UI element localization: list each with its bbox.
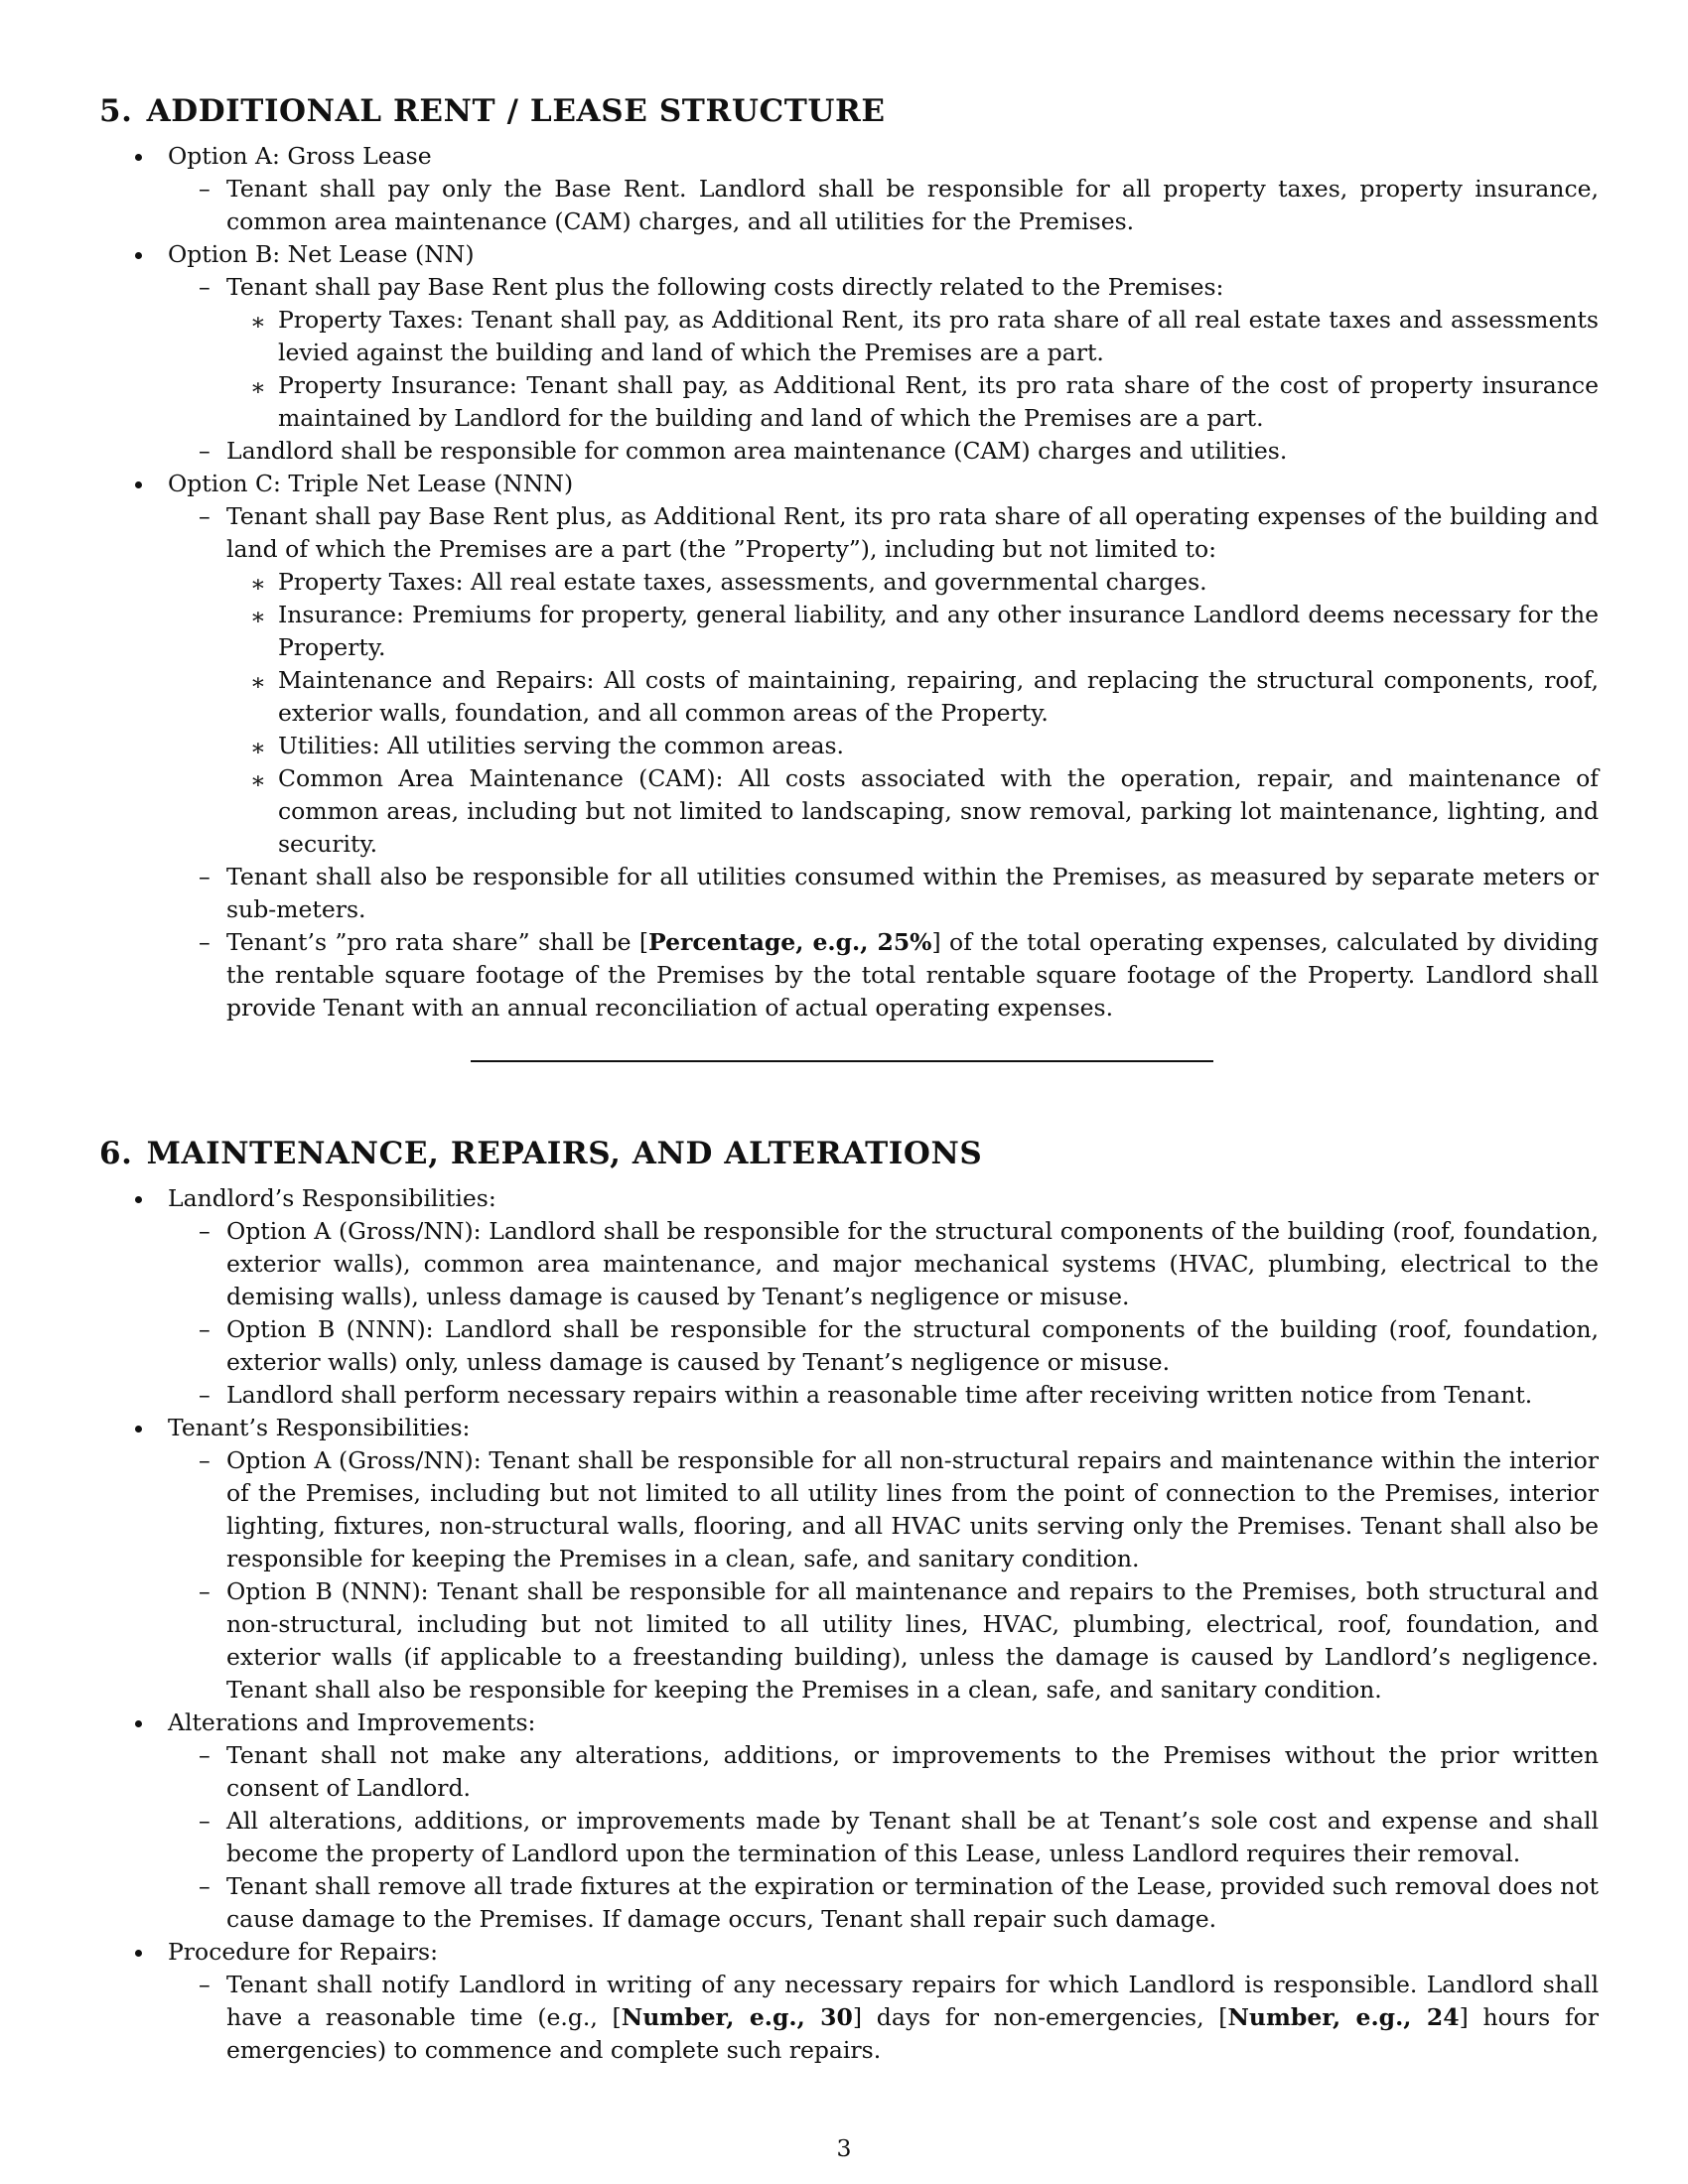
bullet-icon [135,1426,142,1433]
list-item-option-b [99,238,1599,468]
asterisk-icon: ∗ [250,734,266,761]
section-6-title: MAINTENANCE, REPAIRS, AND ALTERATIONS [146,1136,983,1171]
list-item [99,271,1599,435]
list-item [99,664,1599,730]
list-item-text: Landlord shall be responsible for common area maintenance (CAM) charges and utilities. [226,437,1288,465]
bullet-icon [135,154,142,161]
list-item-text: Option B (NNN): Landlord shall be responsible for the structural components of the building (roof, foundation, exterior walls) only, unless damage is caused by Tenant’s negligence or misuse. [226,1315,1599,1376]
section-5-title: ADDITIONAL RENT / LEASE STRUCTURE [146,93,886,129]
horizontal-rule [471,1060,1213,1062]
bullet-icon [135,1196,142,1203]
page-number: 3 [836,2134,852,2162]
option-c-sublist [99,500,1599,1024]
list-item-option-c [99,468,1599,1024]
dash-icon: – [199,1577,211,1605]
option-c-expense-list [99,566,1599,861]
section-6-list [99,1182,1599,2067]
list-item-text: All alterations, additions, or improvements made by Tenant shall be at Tenant’s sole cost and expense and shall become the property of Landlord upon the termination of this Lease, unless Landlord requires their removal. [226,1807,1599,1867]
list-item [99,304,1599,369]
dash-icon: – [199,175,211,203]
section-5-number: 5. [99,93,133,129]
option-a-label: Option A: Gross Lease [168,142,432,170]
list-item-landlord-responsibilities [99,1182,1599,1412]
list-item [99,1870,1599,1936]
list-item [99,1379,1599,1412]
option-b-cost-list [99,304,1599,435]
list-item [99,1805,1599,1870]
list-item [99,435,1599,468]
list-item [99,926,1599,1024]
placeholder-percentage: Percentage, e.g., 25% [648,928,932,956]
list-item-text: Tenant shall notify Landlord in writing of any necessary repairs for which Landlord is responsible. Landlord shall have a reasonable time (e.g., [ [226,1971,1599,2031]
tenant-sublist [99,1444,1599,1706]
bullet-icon [135,1720,142,1727]
landlord-sublist [99,1215,1599,1412]
list-item [99,1575,1599,1706]
list-item-text: ] days for non-emergencies, [ [852,2003,1228,2031]
list-item [99,599,1599,664]
list-item-text: Property Taxes: All real estate taxes, assessments, and governmental charges. [278,568,1207,596]
list-item-text: Landlord shall perform necessary repairs within a reasonable time after receiving written notice from Tenant. [226,1381,1533,1409]
list-item [99,1215,1599,1313]
list-item-text: Tenant shall remove all trade fixtures at the expiration or termination of the Lease, provided such removal does not cause damage to the Premises. If damage occurs, Tenant shall repair such damage. [226,1872,1599,1933]
dash-icon: – [199,1446,211,1474]
list-item [99,730,1599,762]
dash-icon: – [199,928,211,956]
list-item [99,1444,1599,1575]
list-item [99,1313,1599,1379]
list-item [99,500,1599,861]
dash-icon: – [199,1315,211,1343]
section-6-number: 6. [99,1136,133,1171]
dash-icon: – [199,502,211,530]
tenant-responsibilities-label: Tenant’s Responsibilities: [168,1414,471,1441]
list-item-text: ] of the total operating expenses, calculated by dividing the rentable square footage of the Premises by the total rentable square footage of the Property. Landlord shall provide Tenant with an annual reconciliation of actual operating expenses. [226,928,1600,1022]
section-5-list [99,140,1599,1024]
dash-icon: – [199,1872,211,1900]
list-item-text: Tenant shall pay Base Rent plus, as Additional Rent, its pro rata share of all operating expenses of the building and land of which the Premises are a part (the ”Property”), including but not limited to: [226,502,1599,563]
asterisk-icon: ∗ [250,668,266,696]
list-item-text: Tenant shall not make any alterations, additions, or improvements to the Premises without the prior written consent of Landlord. [226,1741,1599,1802]
asterisk-icon: ∗ [250,603,266,630]
list-item [99,1739,1599,1805]
dash-icon: – [199,1971,211,1998]
option-a-sublist [99,173,1599,238]
asterisk-icon: ∗ [250,570,266,598]
bullet-icon [135,1950,142,1957]
dash-icon: – [199,437,211,465]
dash-icon: – [199,1807,211,1835]
alterations-label: Alterations and Improvements: [168,1708,536,1736]
dash-icon: – [199,1381,211,1409]
asterisk-icon: ∗ [250,766,266,794]
list-item-text: Option A (Gross/NN): Landlord shall be responsible for the structural components of the building (roof, foundation, exterior walls), common area maintenance, and major mechanical systems (HVAC, plumbing, electrical to the demising walls), unless damage is caused by Tenant’s negligence or misuse. [226,1217,1599,1310]
list-item-text: Tenant’s ”pro rata share” shall be [ [226,928,649,956]
list-item-text: ] hours for emergencies) to commence and complete such repairs. [226,2003,1599,2064]
list-item [99,566,1599,599]
list-item-text: Option A (Gross/NN): Tenant shall be responsible for all non-structural repairs and maintenance within the interior of the Premises, including but not limited to all utility lines from the point of connection to the Premises, interior lighting, fixtures, non-structural walls, flooring, and all HVAC units serving only the Premises. Tenant shall also be responsible for keeping the Premises in a clean, safe, and sanitary condition. [226,1446,1599,1572]
dash-icon: – [199,273,211,301]
section-5-heading [99,91,1599,131]
procedure-label: Procedure for Repairs: [168,1938,438,1966]
list-item-text: Utilities: All utilities serving the common areas. [278,732,845,759]
option-c-label: Option C: Triple Net Lease (NNN) [168,470,574,497]
procedure-sublist [99,1969,1599,2067]
asterisk-icon: ∗ [250,373,266,401]
alterations-sublist [99,1739,1599,1936]
dash-icon: – [199,1217,211,1245]
section-6-heading [99,1134,1599,1173]
asterisk-icon: ∗ [250,308,266,336]
list-item-text: Maintenance and Repairs: All costs of maintaining, repairing, and replacing the structural components, roof, exterior walls, foundation, and all common areas of the Property. [278,666,1599,727]
list-item-text: Option B (NNN): Tenant shall be responsible for all maintenance and repairs to the Premises, both structural and non-structural, including but not limited to all utility lines, HVAC, plumbing, electrical, roof, foundation, and exterior walls (if applicable to a freestanding building), unless the damage is caused by Landlord’s negligence. Tenant shall also be responsible for keeping the Premises in a clean, safe, and sanitary condition. [226,1577,1599,1704]
page-content [99,91,1599,2067]
list-item-alterations [99,1706,1599,1936]
list-item [99,861,1599,926]
list-item [99,369,1599,435]
dash-icon: – [199,863,211,890]
placeholder-hours: Number, e.g., 24 [1227,2003,1460,2031]
option-b-sublist [99,271,1599,468]
list-item-text: Tenant shall pay only the Base Rent. Landlord shall be responsible for all property taxes, property insurance, common area maintenance (CAM) charges, and all utilities for the Premises. [226,175,1599,235]
option-b-label: Option B: Net Lease (NN) [168,240,475,268]
list-item-tenant-responsibilities [99,1412,1599,1706]
list-item-text: Insurance: Premiums for property, general liability, and any other insurance Landlord deems necessary for the Property. [278,601,1599,661]
placeholder-days: Number, e.g., 30 [621,2003,853,2031]
bullet-icon [135,252,142,259]
list-item [99,173,1599,238]
list-item-procedure-for-repairs [99,1936,1599,2067]
list-item-text: Tenant shall pay Base Rent plus the following costs directly related to the Premises: [226,273,1224,301]
list-item [99,1969,1599,2067]
bullet-icon [135,481,142,488]
dash-icon: – [199,1741,211,1769]
list-item-text: Common Area Maintenance (CAM): All costs associated with the operation, repair, and maintenance of common areas, including but not limited to landscaping, snow removal, parking lot maintenance, lighting, and security. [278,764,1599,858]
section-divider [99,1024,1599,1134]
list-item-option-a [99,140,1599,238]
list-item-text: Property Taxes: Tenant shall pay, as Additional Rent, its pro rata share of all real estate taxes and assessments levied against the building and land of which the Premises are a part. [278,306,1599,366]
landlord-responsibilities-label: Landlord’s Responsibilities: [168,1184,496,1212]
list-item-text: Property Insurance: Tenant shall pay, as Additional Rent, its pro rata share of the cost of property insurance maintained by Landlord for the building and land of which the Premises are a part. [278,371,1599,432]
list-item [99,762,1599,861]
list-item-text: Tenant shall also be responsible for all utilities consumed within the Premises, as measured by separate meters or sub-meters. [226,863,1599,923]
